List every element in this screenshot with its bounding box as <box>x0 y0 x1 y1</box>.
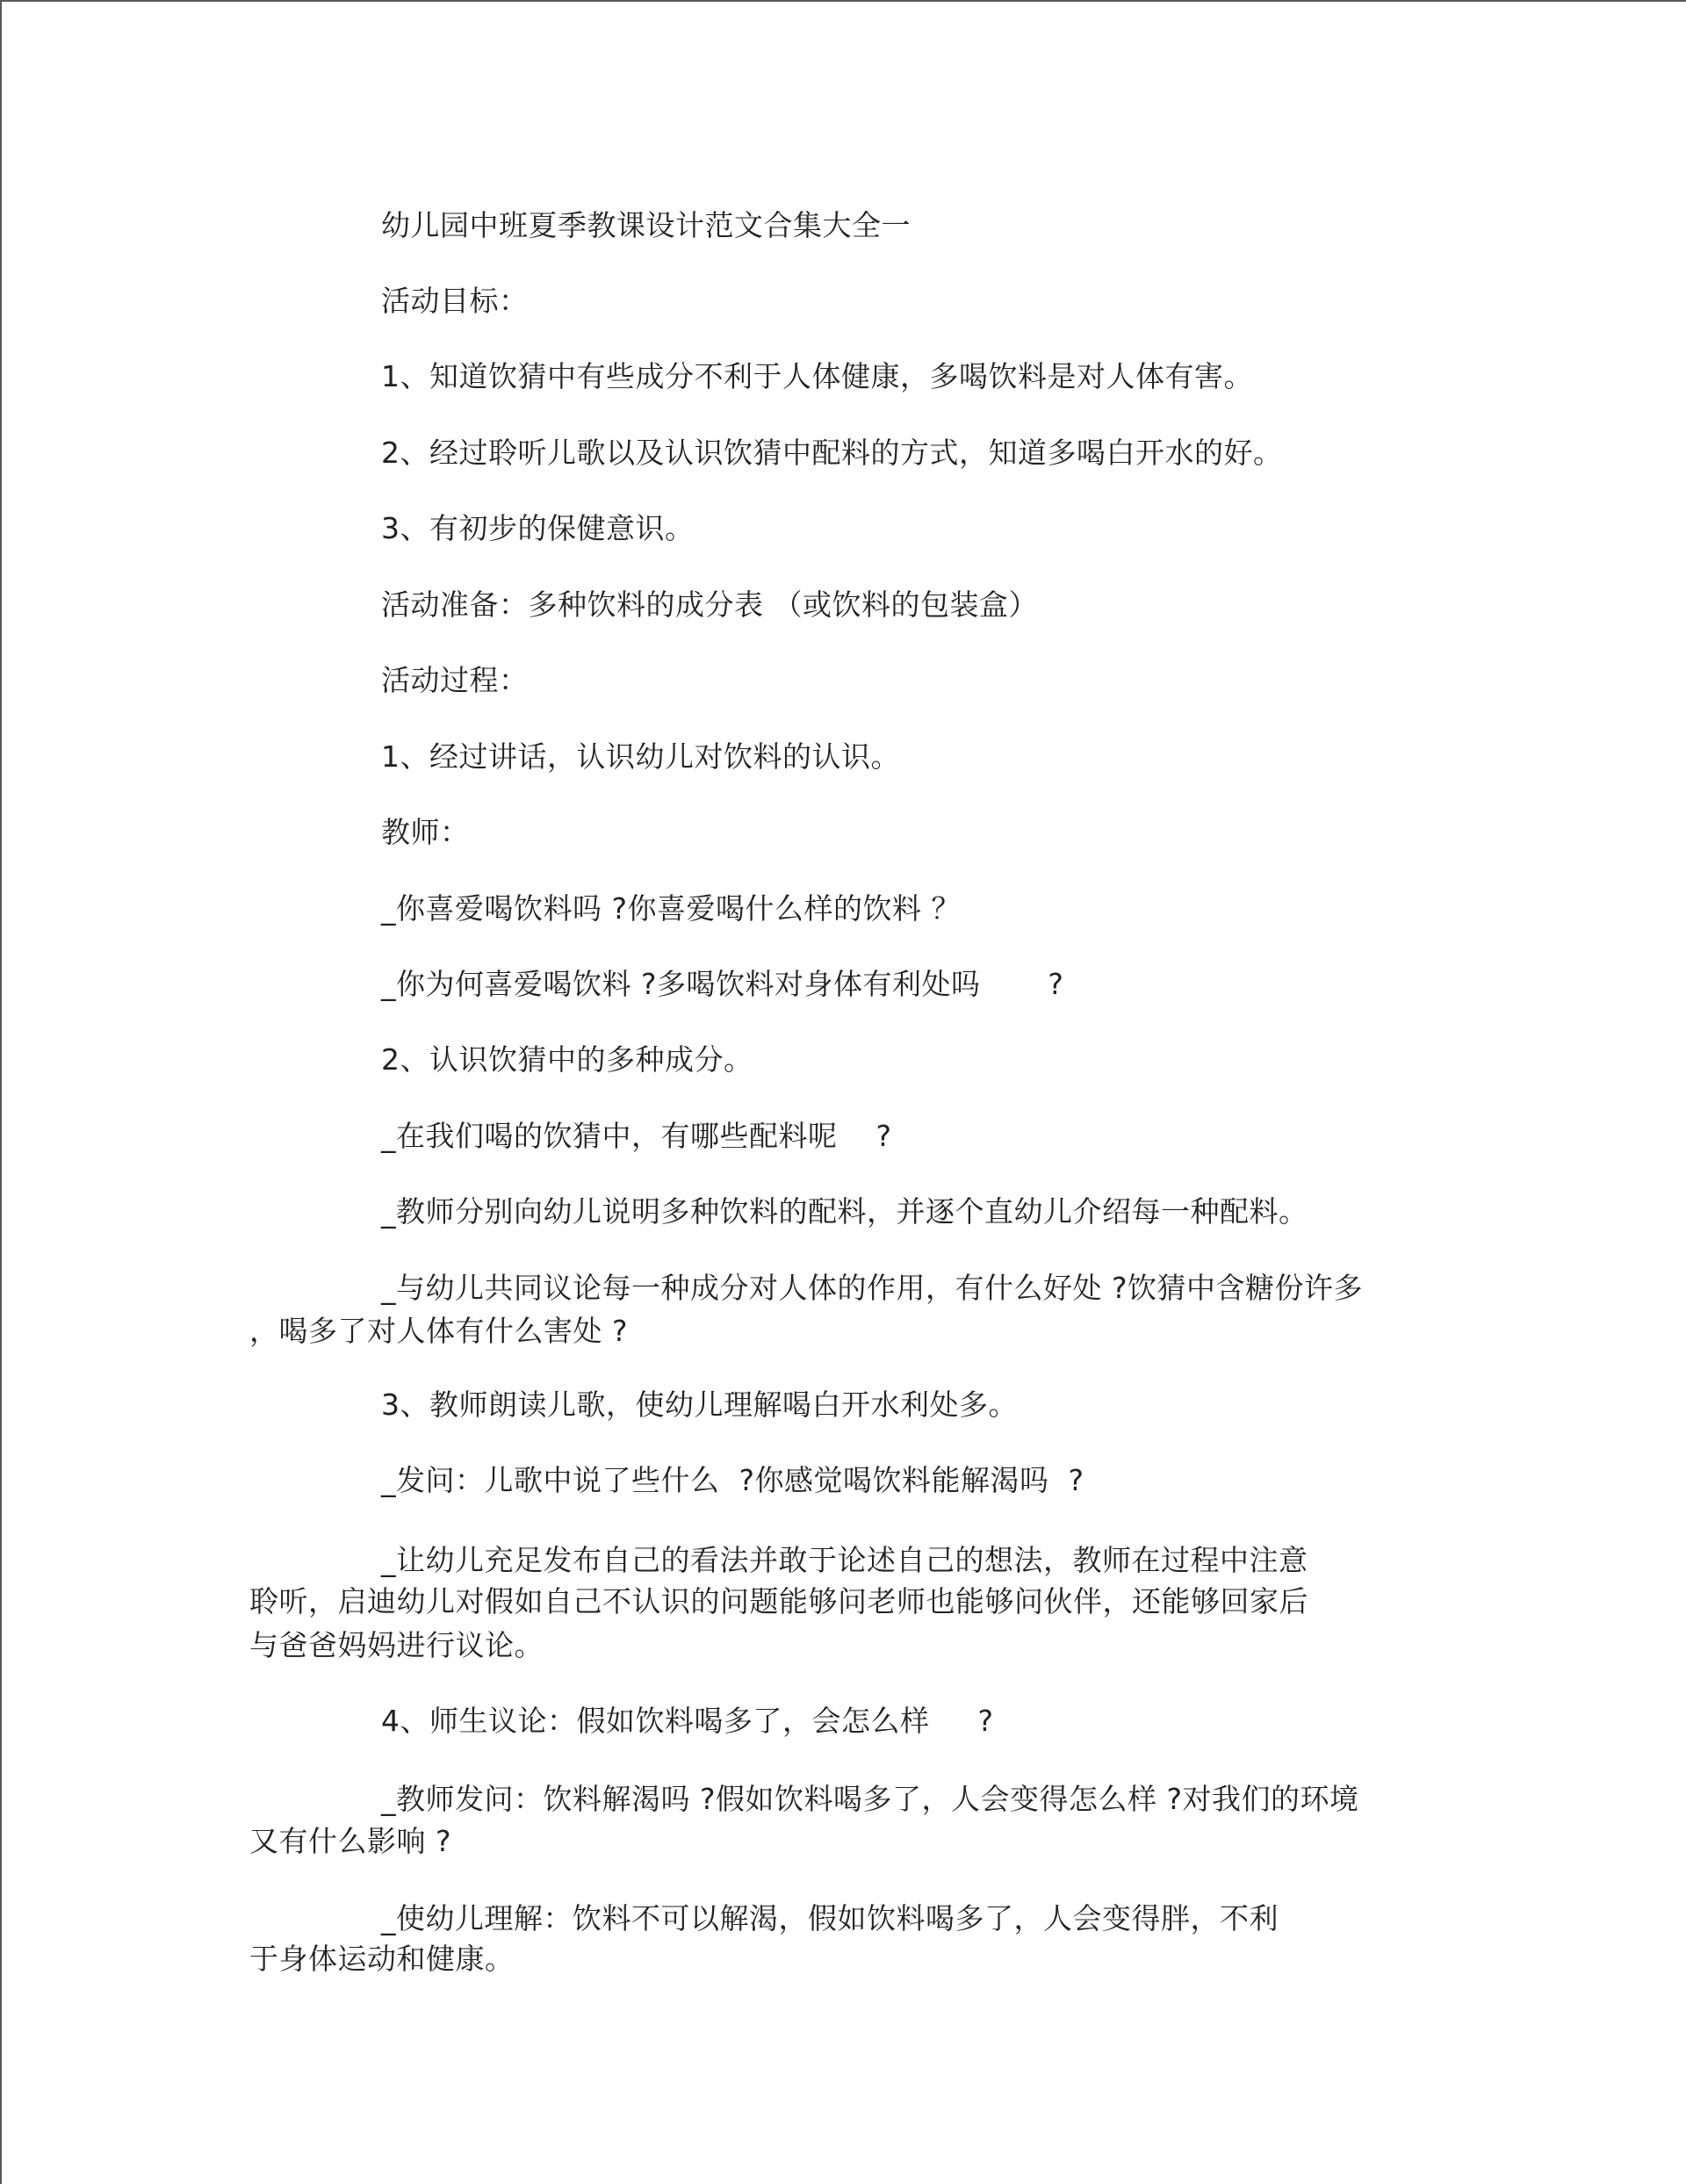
paragraph-line: _使幼儿理解：饮料不可以解渴，假如饮料喝多了，人会变得胖，不利 <box>381 1901 1279 1935</box>
process-step-4: 4、师生议论：假如饮料喝多了，会怎么样 ? <box>381 1704 994 1738</box>
goal-item-2: 2、经过聆听儿歌以及认识饮猜中配料的方式，知道多喝白开水的好。 <box>381 436 1283 470</box>
paragraph-line: ，喝多了对人体有什么害处 ? <box>249 1314 629 1348</box>
teacher-label: 教师： <box>381 815 470 849</box>
paragraph-line: 又有什么影响 ? <box>249 1824 452 1858</box>
paragraph-line: 与爸爸妈妈进行议论。 <box>249 1628 544 1662</box>
document-title: 幼儿园中班夏季教课设计范文合集大全一 <box>381 208 911 242</box>
section-heading-goals: 活动目标： <box>381 284 529 318</box>
paragraph-line: _教师分别向幼儿说明多种饮料的配料，并逐个直幼儿介绍每一种配料。 <box>381 1194 1308 1229</box>
paragraph-line: _与幼儿共同议论每一种成分对人体的作用，有什么好处 ?饮猜中含糖份许多 <box>381 1271 1364 1305</box>
goal-item-3: 3、有初步的保健意识。 <box>381 511 695 545</box>
goal-item-1: 1、知道饮猜中有些成分不利于人体健康，多喝饮料是对人体有害。 <box>381 359 1253 393</box>
process-step-2: 2、认识饮猜中的多种成分。 <box>381 1042 753 1077</box>
section-heading-preparation: 活动准备：多种饮料的成分表 （或饮料的包装盒） <box>381 587 1038 622</box>
document-body <box>2 2 1686 2184</box>
question-line: _你为何喜爱喝饮料 ?多喝饮料对身体有利处吗 ? <box>381 967 1064 1001</box>
paragraph-line: _发问：儿歌中说了些什么 ?你感觉喝饮料能解渴吗 ? <box>381 1463 1084 1497</box>
process-step-1: 1、经过讲话，认识幼儿对饮料的认识。 <box>381 739 900 774</box>
section-heading-process: 活动过程： <box>381 663 529 697</box>
paragraph-line: _让幼儿充足发布自己的看法并敢于论述自己的想法，教师在过程中注意 <box>381 1543 1308 1577</box>
question-line: _你喜爱喝饮料吗 ?你喜爱喝什么样的饮料 ？ <box>381 891 961 926</box>
paragraph-line: 聆听，启迪幼儿对假如自己不认识的问题能够问老师也能够问伙伴，还能够回家后 <box>249 1584 1308 1618</box>
paragraph-line: _教师发问：饮料解渴吗 ?假如饮料喝多了，人会变得怎么样 ?对我们的环境 <box>381 1782 1359 1816</box>
paragraph-line: 于身体运动和健康。 <box>249 1942 515 1976</box>
process-step-3: 3、教师朗读儿歌，使幼儿理解喝白开水利处多。 <box>381 1388 1018 1422</box>
paragraph-line: _在我们喝的饮猜中，有哪些配料呢 ? <box>381 1119 892 1153</box>
